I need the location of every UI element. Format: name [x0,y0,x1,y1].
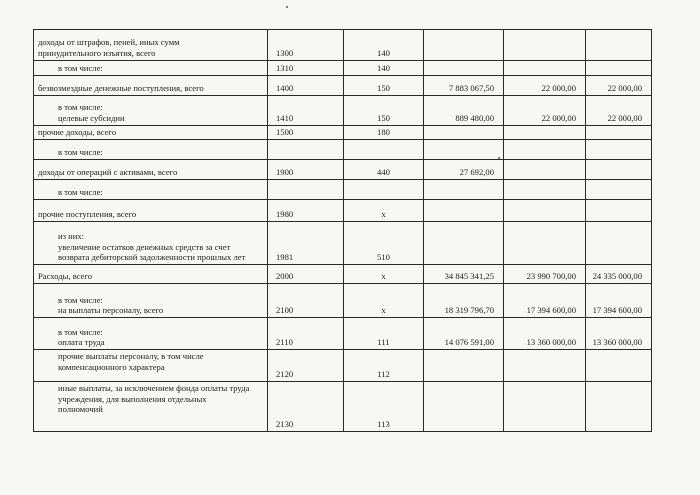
row-value-year2: 22 000,00 [504,96,586,126]
table-row [34,200,652,222]
row-code: 1310 [268,61,344,76]
row-value-year2: 13 360 000,00 [504,318,586,350]
row-kbk [344,140,424,160]
row-name-line: Расходы, всего [38,271,93,281]
row-kbk [344,180,424,200]
row-name-line: увеличение остатков денежных средств за счет [58,241,231,252]
row-value-year2 [504,222,586,265]
table-row [34,318,652,350]
row-value-year1: 27 692,00 [424,160,504,180]
row-name-line: оплата труда [58,337,105,347]
row-code: 1981 [268,222,344,265]
row-kbk: 112 [344,350,424,382]
row-kbk: x [344,265,424,284]
row-value-year2 [504,382,586,432]
row-value-year3 [586,61,652,76]
row-name-line: прочие выплаты персоналу, в том числе [58,351,204,362]
row-name [34,284,268,318]
row-kbk: 150 [344,96,424,126]
row-value-year3 [586,160,652,180]
row-value-year2 [504,140,586,160]
row-name-line: доходы от штрафов, пеней, иных сумм [38,37,180,48]
row-name-line: принудительного изъятия, всего [38,47,156,58]
row-value-year1: 18 319 796,70 [424,284,504,318]
row-value-year1: 34 845 341,25 [424,265,504,284]
row-name [34,180,268,200]
scan-speck [286,6,288,8]
row-name [34,222,268,265]
table-row [34,284,652,318]
row-code [268,140,344,160]
row-code: 1410 [268,96,344,126]
row-name [34,265,268,284]
row-value-year3 [586,180,652,200]
table-row [34,30,652,61]
row-value-year1 [424,126,504,140]
row-name [34,318,268,350]
row-value-year3 [586,222,652,265]
row-name-line: учреждения, для выполнения отдельных [58,393,207,404]
row-name-line: доходы от операций с активами, всего [38,167,178,177]
row-value-year3: 22 000,00 [586,76,652,96]
table-row [34,160,652,180]
table-row [34,76,652,96]
row-name-line: в том числе: [58,102,103,113]
row-value-year3 [586,350,652,382]
row-value-year2: 23 990 700,00 [504,265,586,284]
row-value-year1 [424,350,504,382]
row-value-year3 [586,382,652,432]
row-value-year2: 22 000,00 [504,76,586,96]
row-value-year2 [504,61,586,76]
row-name-line: в том числе: [58,326,103,337]
row-kbk: 440 [344,160,424,180]
row-code: 1980 [268,200,344,222]
row-value-year1: 7 883 067,50 [424,76,504,96]
row-name [34,96,268,126]
row-name-line: иные выплаты, за исключением фонда оплаты труда [58,383,250,394]
table-row [34,126,652,140]
row-value-year1: 14 076 591,00 [424,318,504,350]
row-code: 2120 [268,350,344,382]
row-name-line: в том числе: [58,187,103,197]
row-kbk: x [344,200,424,222]
row-code: 2130 [268,382,344,432]
row-kbk: 140 [344,61,424,76]
row-code: 1900 [268,160,344,180]
row-name-line: в том числе: [58,147,103,157]
row-kbk: 180 [344,126,424,140]
row-name [34,200,268,222]
row-value-year3: 22 000,00 [586,96,652,126]
row-value-year1: 889 480,00 [424,96,504,126]
row-name [34,382,268,432]
row-name [34,30,268,61]
row-code: 2110 [268,318,344,350]
row-kbk: x [344,284,424,318]
row-value-year1 [424,140,504,160]
row-kbk: 150 [344,76,424,96]
row-value-year1 [424,200,504,222]
finance-table [33,29,652,432]
row-name-line: из них: [58,231,85,242]
row-kbk: 111 [344,318,424,350]
row-value-year3: 24 335 000,00 [586,265,652,284]
table-row [34,222,652,265]
row-name-line: компенсационного характера [58,361,165,372]
row-value-year3 [586,126,652,140]
row-value-year3 [586,140,652,160]
table-row [34,96,652,126]
row-value-year2 [504,30,586,61]
row-value-year3 [586,30,652,61]
row-name-line: возврата дебиторской задолженности прошлых лет [58,252,246,262]
row-value-year2 [504,160,586,180]
row-name-line: прочие доходы, всего [38,127,117,137]
row-value-year2: 17 394 600,00 [504,284,586,318]
row-name [34,350,268,382]
row-value-year3 [586,200,652,222]
row-value-year2 [504,350,586,382]
row-code: 2100 [268,284,344,318]
row-name [34,160,268,180]
row-code: 2000 [268,265,344,284]
table-row [34,382,652,432]
table-row [34,350,652,382]
row-code: 1400 [268,76,344,96]
row-value-year3: 13 360 000,00 [586,318,652,350]
row-name-line: безвозмездные денежные поступления, всего [38,82,204,93]
row-value-year2 [504,180,586,200]
row-name-line: на выплаты персоналу, всего [58,305,164,315]
row-name [34,76,268,96]
row-value-year1 [424,30,504,61]
table-row [34,180,652,200]
scan-speck [498,157,500,159]
row-value-year3: 17 394 600,00 [586,284,652,318]
row-code: 1300 [268,30,344,61]
row-name-line: полномочий [58,403,103,414]
row-value-year1 [424,180,504,200]
row-value-year1 [424,222,504,265]
row-value-year1 [424,382,504,432]
row-name-line: в том числе: [58,294,103,305]
row-name-line: в том числе: [58,62,103,73]
table-row [34,140,652,160]
finance-table-body [34,30,652,432]
row-code [268,180,344,200]
row-kbk: 113 [344,382,424,432]
row-kbk: 510 [344,222,424,265]
table-row [34,265,652,284]
row-value-year1 [424,61,504,76]
row-value-year2 [504,126,586,140]
row-value-year2 [504,200,586,222]
row-name-line: прочие поступления, всего [38,209,137,219]
row-name [34,140,268,160]
row-name [34,126,268,140]
row-code: 1500 [268,126,344,140]
table-row [34,61,652,76]
row-kbk: 140 [344,30,424,61]
row-name-line: целевые субсидии [58,112,125,123]
row-name [34,61,268,76]
